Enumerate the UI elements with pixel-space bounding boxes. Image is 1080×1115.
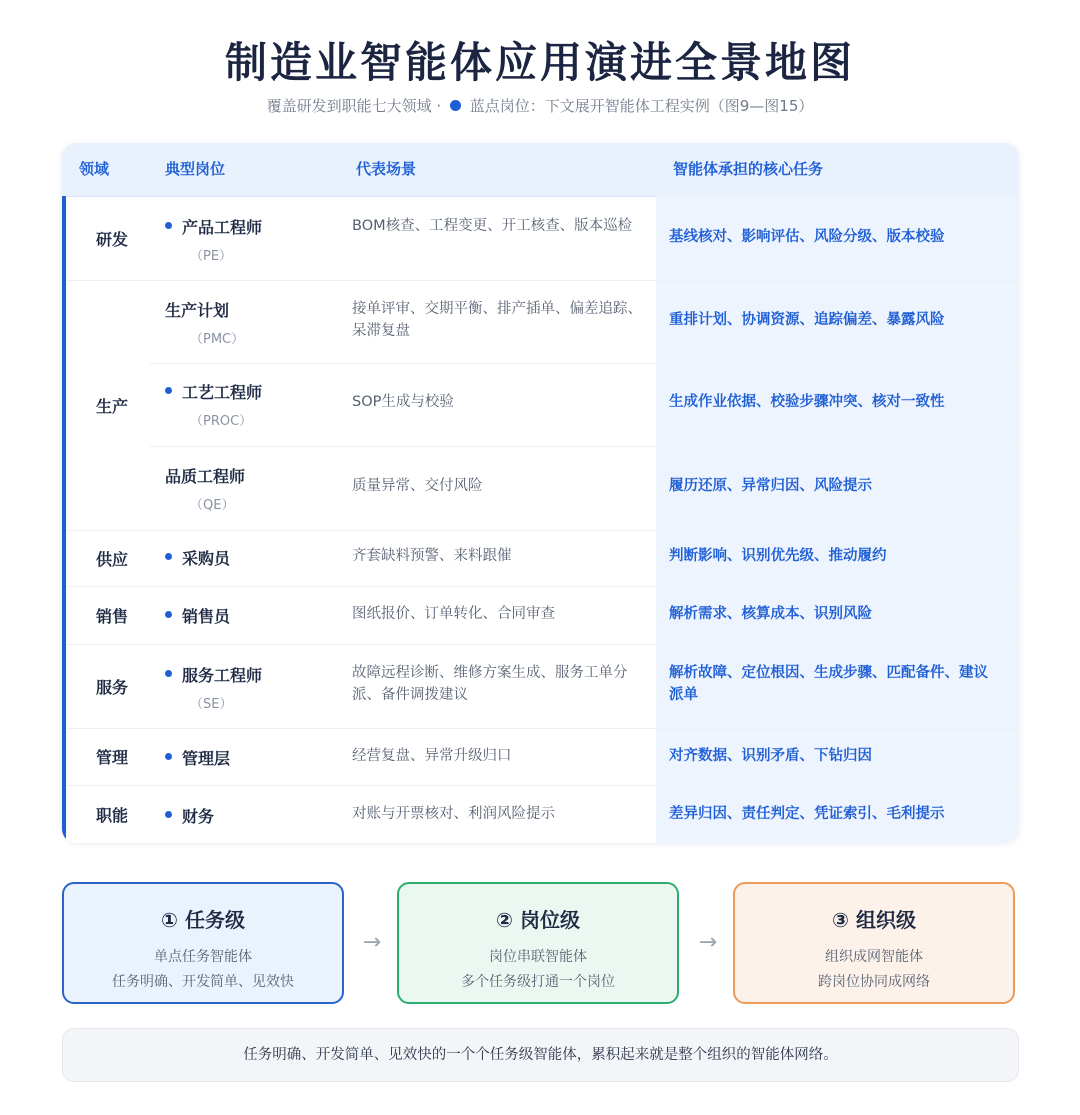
level-line2: 多个任务级打通一个岗位 bbox=[461, 974, 615, 990]
level-title: ③ 组织级 bbox=[832, 908, 916, 932]
role-name: 产品工程师 bbox=[182, 218, 263, 237]
domain-label: 供应 bbox=[95, 549, 128, 569]
role-abbr: （SE） bbox=[190, 697, 233, 712]
domain-label: 生产 bbox=[95, 396, 128, 416]
row-divider bbox=[150, 363, 1019, 364]
domain-label: 销售 bbox=[95, 606, 128, 626]
level-line1: 单点任务智能体 bbox=[154, 949, 252, 965]
role-name: 采购员 bbox=[182, 549, 231, 568]
scene-cell: 对账与开票核对、利润风险提示 bbox=[352, 806, 555, 822]
task-cell: 差异归因、责任判定、凭证索引、毛利提示 bbox=[669, 806, 945, 822]
scene-cell: 齐套缺料预警、来料跟催 bbox=[352, 548, 512, 564]
table-header bbox=[62, 143, 1019, 197]
blue-dot-icon bbox=[165, 222, 172, 229]
task-cell: 解析故障、定位根因、生成步骤、匹配备件、建议派单 bbox=[669, 665, 988, 703]
role-name: 工艺工程师 bbox=[182, 383, 263, 402]
role-abbr: （QE） bbox=[190, 498, 235, 513]
row-divider bbox=[150, 446, 1019, 447]
role-abbr: （PE） bbox=[190, 249, 233, 264]
scene-cell: 图纸报价、订单转化、合同审查 bbox=[352, 606, 555, 622]
level-title: ① 任务级 bbox=[161, 908, 245, 932]
header-task: 智能体承担的核心任务 bbox=[673, 160, 824, 178]
header-scene: 代表场景 bbox=[356, 160, 417, 178]
task-cell: 基线核对、影响评估、风险分级、版本校验 bbox=[669, 229, 945, 245]
scene-cell: 经营复盘、异常升级归口 bbox=[352, 748, 512, 764]
domain-label: 管理 bbox=[95, 748, 128, 767]
level-line1: 组织成网智能体 bbox=[825, 949, 923, 965]
footer-summary: 任务明确、开发简单、见效快的一个个任务级智能体，累积起来就是整个组织的智能体网络。 bbox=[62, 1028, 1019, 1082]
role-abbr: （PMC） bbox=[190, 332, 245, 347]
scene-cell: 接单评审、交期平衡、排产插单、偏差追踪、呆滞复盘 bbox=[352, 301, 642, 339]
subtitle-suffix: 蓝点岗位：下文展开智能体工程实例（图9—图15） bbox=[469, 97, 814, 115]
role-name: 销售员 bbox=[182, 607, 231, 626]
scene-cell: BOM核查、工程变更、开工核查、版本巡检 bbox=[352, 218, 633, 234]
task-cell: 履历还原、异常归因、风险提示 bbox=[669, 478, 872, 494]
level-card-role bbox=[397, 882, 679, 1004]
blue-dot-icon bbox=[165, 811, 172, 818]
arrow-right-icon: → bbox=[362, 930, 382, 955]
scene-cell: 质量异常、交付风险 bbox=[352, 478, 483, 494]
task-cell: 对齐数据、识别矛盾、下钻归因 bbox=[669, 748, 872, 764]
header-domain: 领域 bbox=[79, 160, 110, 178]
level-title: ② 岗位级 bbox=[496, 908, 580, 932]
domain-label: 职能 bbox=[95, 805, 128, 825]
blue-dot-icon bbox=[450, 100, 461, 111]
header-role: 典型岗位 bbox=[165, 160, 226, 178]
task-cell: 判断影响、识别优先级、推动履约 bbox=[669, 548, 887, 564]
page-subtitle bbox=[0, 95, 1080, 116]
blue-dot-icon bbox=[165, 611, 172, 618]
blue-dot-icon bbox=[165, 553, 172, 560]
scene-cell: 故障远程诊断、维修方案生成、服务工单分派、备件调拨建议 bbox=[352, 665, 628, 703]
domain-label: 研发 bbox=[95, 229, 128, 249]
role-name: 品质工程师 bbox=[165, 467, 246, 486]
domain-label: 服务 bbox=[95, 677, 128, 697]
blue-dot-icon bbox=[165, 670, 172, 677]
domain-role-table bbox=[62, 143, 1019, 843]
level-card-organization bbox=[733, 882, 1015, 1004]
arrow-right-icon: → bbox=[698, 930, 718, 955]
scene-cell: SOP生成与校验 bbox=[352, 394, 454, 410]
task-cell: 生成作业依据、校验步骤冲突、核对一致性 bbox=[669, 394, 945, 410]
role-abbr: （PROC） bbox=[190, 414, 253, 429]
role-name: 管理层 bbox=[182, 749, 231, 768]
page-title: 制造业智能体应用演进全景地图 bbox=[224, 38, 855, 87]
level-line2: 任务明确、开发简单、见效快 bbox=[112, 974, 294, 990]
subtitle-prefix: 覆盖研发到职能七大领域 · bbox=[266, 97, 442, 115]
role-name: 服务工程师 bbox=[182, 666, 263, 685]
level-line2: 跨岗位协同成网络 bbox=[818, 974, 930, 990]
task-cell: 解析需求、核算成本、识别风险 bbox=[669, 606, 872, 622]
blue-dot-icon bbox=[165, 387, 172, 394]
level-card-task bbox=[62, 882, 344, 1004]
role-name: 生产计划 bbox=[165, 301, 230, 320]
role-name: 财务 bbox=[182, 807, 215, 826]
task-cell: 重排计划、协调资源、追踪偏差、暴露风险 bbox=[669, 312, 945, 328]
level-line1: 岗位串联智能体 bbox=[489, 949, 587, 965]
blue-dot-icon bbox=[165, 753, 172, 760]
